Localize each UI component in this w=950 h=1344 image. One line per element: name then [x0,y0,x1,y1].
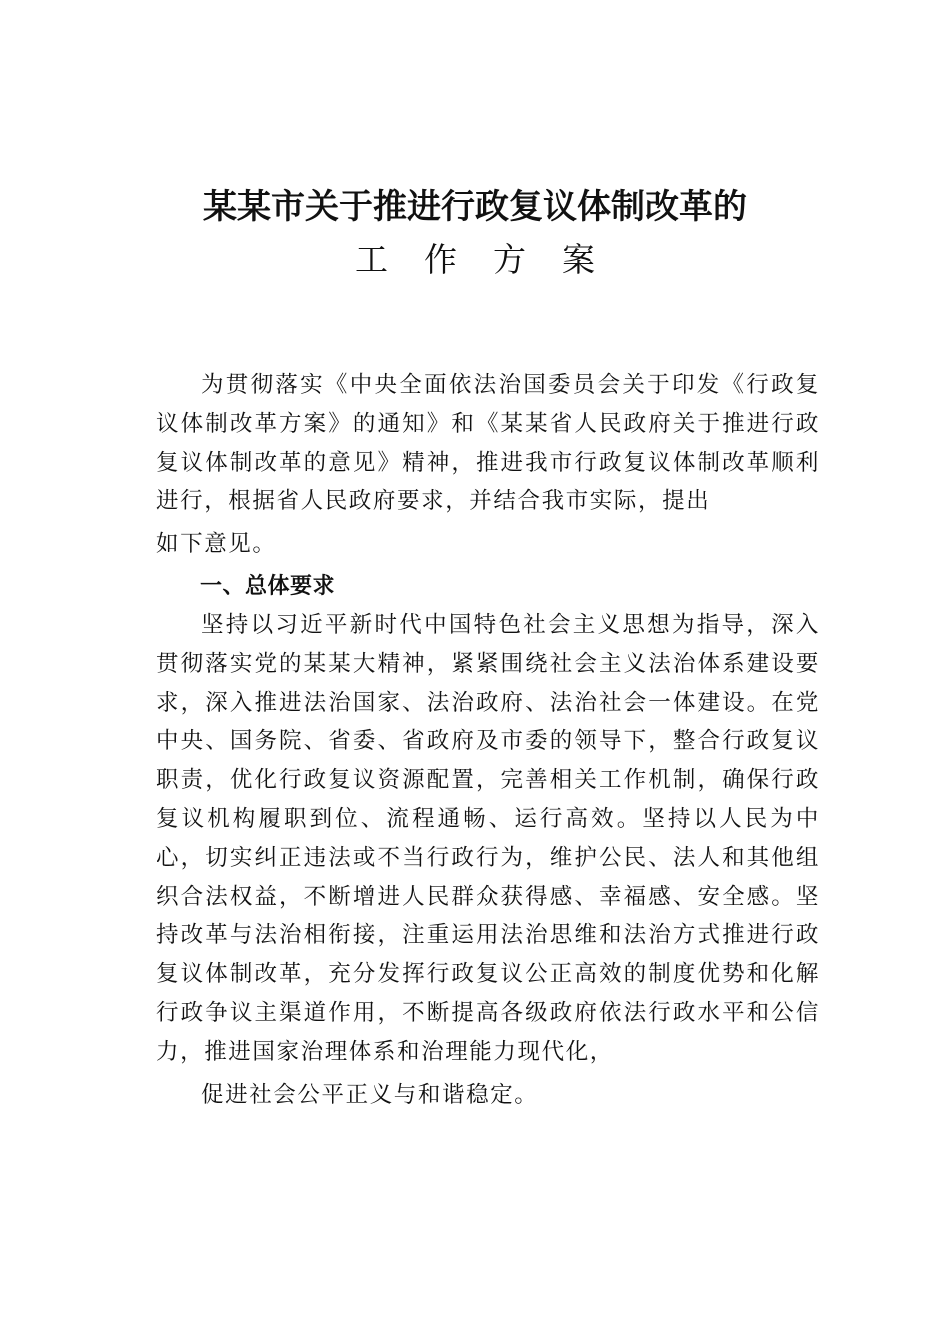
section-tail-text: 促进社会公平正义与和谐稳定。 [201,1081,539,1108]
document-body [156,366,820,1114]
intro-text: 为贯彻落实《中央全面依法治国委员会关于印发《行政复议体制改革方案》的通知》和《某某省人民政府关于推进行政复议体制改革的意见》精神，推进我市行政复议体制改革顺利进行，根据省人民政府要求，并结合我市实际，提出 [156,372,820,515]
intro-tail-text: 如下意见。 [156,531,277,558]
document-subtitle: 工作方案 [355,240,631,279]
section-body-text: 坚持以习近平新时代中国特色社会主义思想为指导，深入贯彻落实党的某某大精神，紧紧围绕社会主义法治体系建设要求，深入推进法治国家、法治政府、法治社会一体建设。在党中央、国务院、省委、省政府及市委的领导下，整合行政复议职责，优化行政复议资源配置，完善相关工作机制，确保行政复议机构履职到位、流程通畅、运行高效。坚持以人民为中心，切实纠正违法或不当行政行为，维护公民、法人和其他组织合法权益，不断增进人民群众获得感、幸福感、安全感。坚持改革与法治相衔接，注重运用法治思维和法治方式推进行政复议体制改革，充分发挥行政复议公正高效的制度优势和化解行政争议主渠道作用，不断提高各级政府依法行政水平和公信力，推进国家治理体系和治理能力现代化， [156,611,820,1065]
intro-paragraph [156,366,820,564]
section-paragraph [156,606,820,1114]
section-heading: 一、总体要求 [200,573,336,599]
document-title: 某某市关于推进行政复议体制改革的 [203,187,747,227]
